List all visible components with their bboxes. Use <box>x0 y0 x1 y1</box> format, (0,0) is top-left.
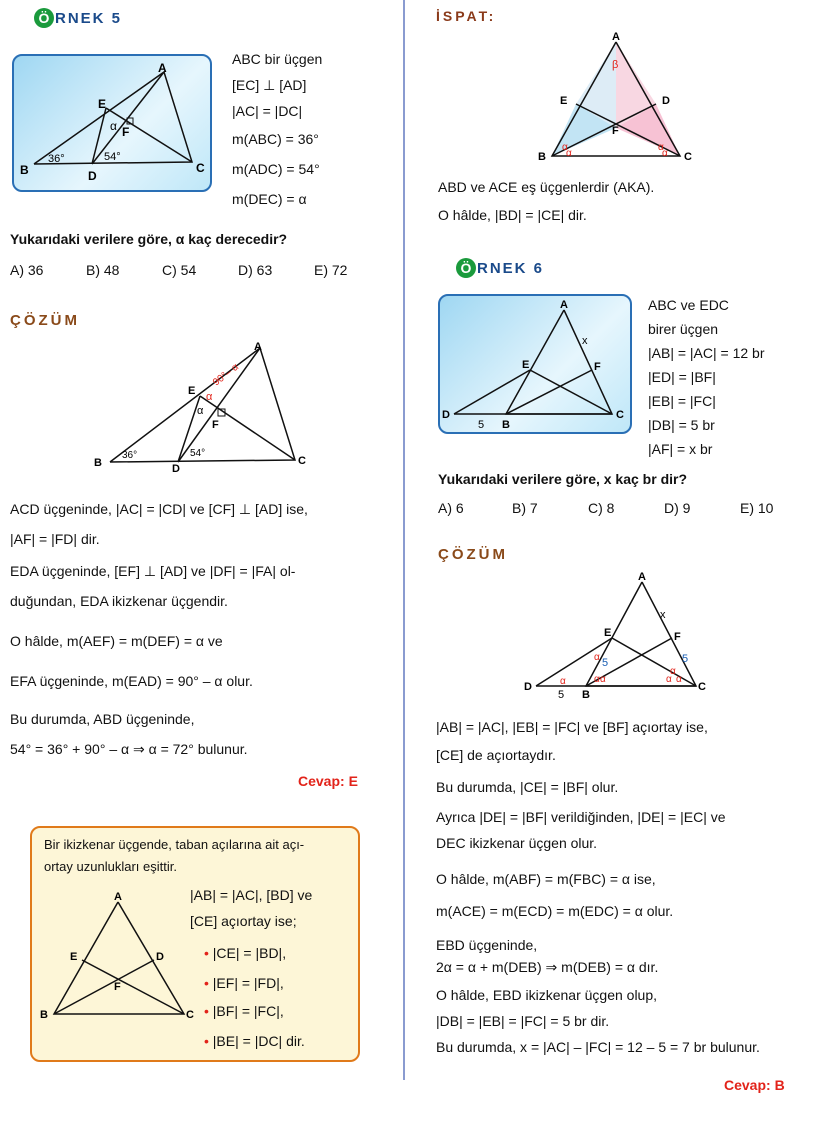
ornek6-question: Yukarıdaki verilere göre, x kaç br dir? <box>438 471 688 487</box>
svg-text:B: B <box>582 689 590 701</box>
svg-text:B: B <box>538 151 546 163</box>
fig-label-F: F <box>122 125 130 139</box>
svg-text:E: E <box>522 359 530 371</box>
svg-text:A: A <box>114 891 122 903</box>
svg-text:E: E <box>560 95 568 107</box>
svg-text:F: F <box>612 125 619 137</box>
fig-alpha: α <box>110 119 117 133</box>
note-figure <box>38 888 198 1018</box>
ornek6-givens: ABC ve EDC birer üçgen |AB| = |AC| = 12 br |ED| = |BF| |EB| = |FC| |DB| = 5 br |AF| = x br <box>648 297 765 457</box>
option-d: D) 63 <box>238 262 273 278</box>
svg-text:F: F <box>212 419 219 431</box>
fig-label-C: C <box>196 161 205 175</box>
svg-text:54°: 54° <box>190 448 206 459</box>
option-a: A) 6 <box>438 500 464 516</box>
cozum-heading-left: ÇÖZÜM <box>10 312 80 329</box>
column-divider <box>403 0 405 1080</box>
answer-left: Cevap: E <box>298 773 358 789</box>
svg-text:α: α <box>594 674 600 685</box>
svg-text:β: β <box>612 59 619 71</box>
svg-text:α: α <box>562 142 568 153</box>
isosceles-note: Bir ikizkenar üçgende, taban açılarına ait açı- ortay uzunlukları eşittir. A B C D E F |AB| = |AC|, [BD] ve [CE] açıortay ise; • |CE| = |BD|, • |EF| = |FD|, • |BF| = |FC|, • |BE| = |DC| dir. <box>30 826 360 1062</box>
svg-text:α: α <box>197 405 204 417</box>
svg-text:C: C <box>186 1009 194 1018</box>
ispat-heading: İSPAT: <box>436 8 497 24</box>
ornek5-question: Yukarıdaki verilere göre, α kaç derecedir? <box>10 231 288 247</box>
cozum-text-right: |AB| = |AC|, |EB| = |FC| ve [BF] açıortay ise, [CE] de açıortaydır. Bu durumda, |CE| = |BF| olur. Ayrıca |DE| = |BF| verildiğinden, |DE| = |EC| ve DEC ikizkenar üçgen olur. O hâlde, m(ABF) = m(FBC) = α ise, m(ACE) = m(ECD) = m(EDC) = α olur. EBD üçgeninde, 2α = α + m(DEB) ⇒ m(DEB) = α dır. O hâlde, EBD ikizkenar üçgen olup, |DB| = |EB| = |FC| = 5 br dir. Bu durumda, x = |AC| – |FC| = 12 – 5 = 7 br bulunur. <box>436 719 760 1055</box>
svg-text:E: E <box>70 951 78 963</box>
svg-text:D: D <box>156 951 164 963</box>
ornek6-figure <box>438 294 632 434</box>
svg-text:B: B <box>502 419 510 431</box>
svg-text:5: 5 <box>478 419 485 431</box>
svg-text:D: D <box>524 681 532 693</box>
svg-text:5: 5 <box>682 653 689 665</box>
svg-text:C: C <box>698 681 706 693</box>
ornek6-heading: Ö RNEK 6 <box>456 258 544 278</box>
svg-text:α: α <box>666 674 672 685</box>
fig-angle-54: 54° <box>104 151 121 163</box>
svg-text:A: A <box>560 299 568 311</box>
svg-text:C: C <box>298 455 306 467</box>
answer-right: Cevap: B <box>724 1077 785 1093</box>
svg-text:E: E <box>188 385 196 397</box>
svg-text:D: D <box>662 95 670 107</box>
svg-text:x: x <box>660 609 666 621</box>
fig-label-E: E <box>98 97 107 111</box>
svg-text:α: α <box>676 674 682 685</box>
option-c: C) 54 <box>162 262 197 278</box>
option-c: C) 8 <box>588 500 615 516</box>
svg-text:α: α <box>560 676 566 687</box>
svg-text:F: F <box>674 631 681 643</box>
svg-text:α: α <box>670 666 676 677</box>
option-b: B) 48 <box>86 262 120 278</box>
ispat-line-1: ABD ve ACE eş üçgenlerdir (AKA). <box>438 179 655 195</box>
ornek5-heading: Ö RNEK 5 <box>34 8 122 28</box>
ornek5-figure <box>12 54 212 192</box>
svg-text:α: α <box>594 652 600 663</box>
ornek5-givens: ABC bir üçgen [EC] ⊥ [AD] |AC| = |DC| m(ABC) = 36° m(ADC) = 54° m(DEC) = α <box>232 51 323 207</box>
svg-text:A: A <box>612 31 620 43</box>
svg-text:F: F <box>594 361 601 373</box>
svg-text:D: D <box>172 463 180 472</box>
svg-text:C: C <box>684 151 692 163</box>
svg-text:5: 5 <box>602 657 609 669</box>
cozum-figure-right <box>520 570 720 702</box>
svg-text:α: α <box>600 674 606 685</box>
option-e: E) 10 <box>740 500 774 516</box>
svg-text:E: E <box>604 627 612 639</box>
svg-text:α: α <box>658 142 664 153</box>
svg-text:B: B <box>40 1009 48 1018</box>
svg-text:36°: 36° <box>122 450 138 461</box>
svg-text:A: A <box>254 341 262 353</box>
fig-label-B: B <box>20 163 29 177</box>
ispat-figure <box>530 28 700 168</box>
fig-label-A: A <box>158 61 167 75</box>
svg-text:x: x <box>582 335 588 347</box>
option-d: D) 9 <box>664 500 691 516</box>
cozum-heading-right: ÇÖZÜM <box>438 546 508 563</box>
option-a: A) 36 <box>10 262 44 278</box>
cozum-text-left: ACD üçgeninde, |AC| = |CD| ve [CF] ⊥ [AD] ise, |AF| = |FD| dir. EDA üçgeninde, [EF] ⊥ [AD] ve |DF| = |FA| ol- duğundan, EDA ikizkenar üçgendir. O hâlde, m(AEF) = m(DEF) = α ve EFA üçgeninde, m(EAD) = 90° – α olur. Bu durumda, ABD üçgeninde, 54° = 36° + 90° – α ⇒ α = 72° bulunur. <box>10 501 308 757</box>
svg-text:A: A <box>638 571 646 583</box>
cozum-figure-left <box>90 338 320 472</box>
svg-text:90°– α: 90°– α <box>211 361 241 389</box>
svg-text:B: B <box>94 457 102 469</box>
svg-text:F: F <box>114 981 121 993</box>
svg-text:α: α <box>566 148 572 159</box>
option-b: B) 7 <box>512 500 538 516</box>
option-e: E) 72 <box>314 262 348 278</box>
fig-angle-36: 36° <box>48 153 65 165</box>
fig-label-D: D <box>88 169 97 183</box>
ispat-line-2: O hâlde, |BD| = |CE| dir. <box>438 207 587 223</box>
svg-text:D: D <box>442 409 450 421</box>
svg-text:C: C <box>616 409 624 421</box>
svg-text:α: α <box>206 391 213 403</box>
svg-text:α: α <box>662 148 668 159</box>
svg-text:5: 5 <box>558 689 565 701</box>
